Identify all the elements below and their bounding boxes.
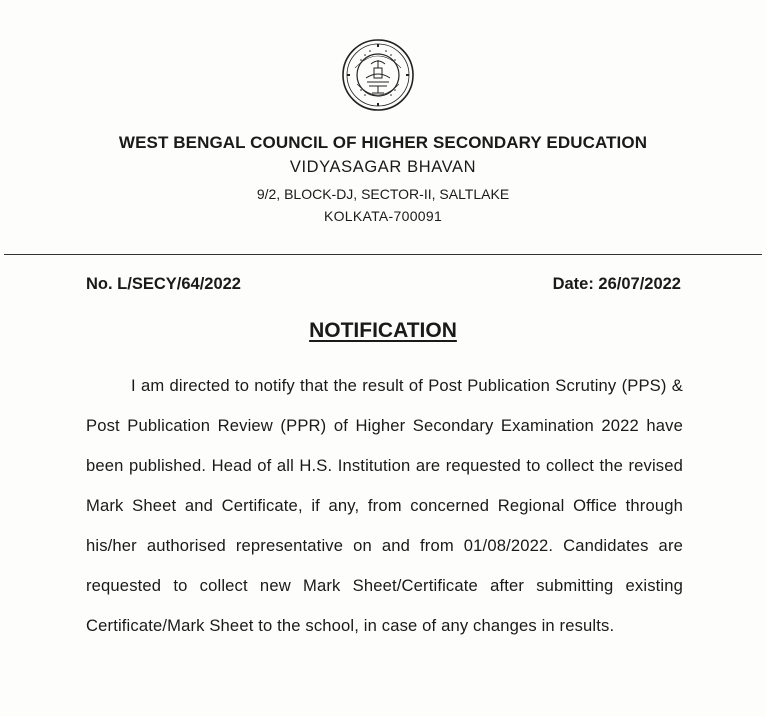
notice-body: I am directed to notify that the result of Post Publication Scrutiny (PPS) & Post Publication Review (PPR) of Higher Secondary Examination 2022 have been published. Head of all H.S. Institution are requested to collect the revised Mark Sheet and Certificate, if any, from concerned Regional Office through his/her authorised representative on and from 01/08/2022. Candidates are requested to collect new Mark Sheet/Certificate after submitting existing Certificate/Mark Sheet to the school, in case of any changes in results. <box>86 376 683 635</box>
organization-name: WEST BENGAL COUNCIL OF HIGHER SECONDARY EDUCATION <box>118 133 648 152</box>
council-emblem-icon <box>341 38 415 112</box>
reference-number: No. L/SECY/64/2022 <box>86 275 241 293</box>
notice-date: Date: 26/07/2022 <box>552 275 681 293</box>
building-name: VIDYASAGAR BHAVAN <box>289 158 477 176</box>
city-line: KOLKATA-700091 <box>323 208 443 224</box>
address-line: 9/2, BLOCK-DJ, SECTOR-II, SALTLAKE <box>256 186 510 202</box>
header-divider <box>4 254 762 255</box>
notice-title-text: NOTIFICATION <box>309 319 457 342</box>
notice-title <box>0 319 766 343</box>
